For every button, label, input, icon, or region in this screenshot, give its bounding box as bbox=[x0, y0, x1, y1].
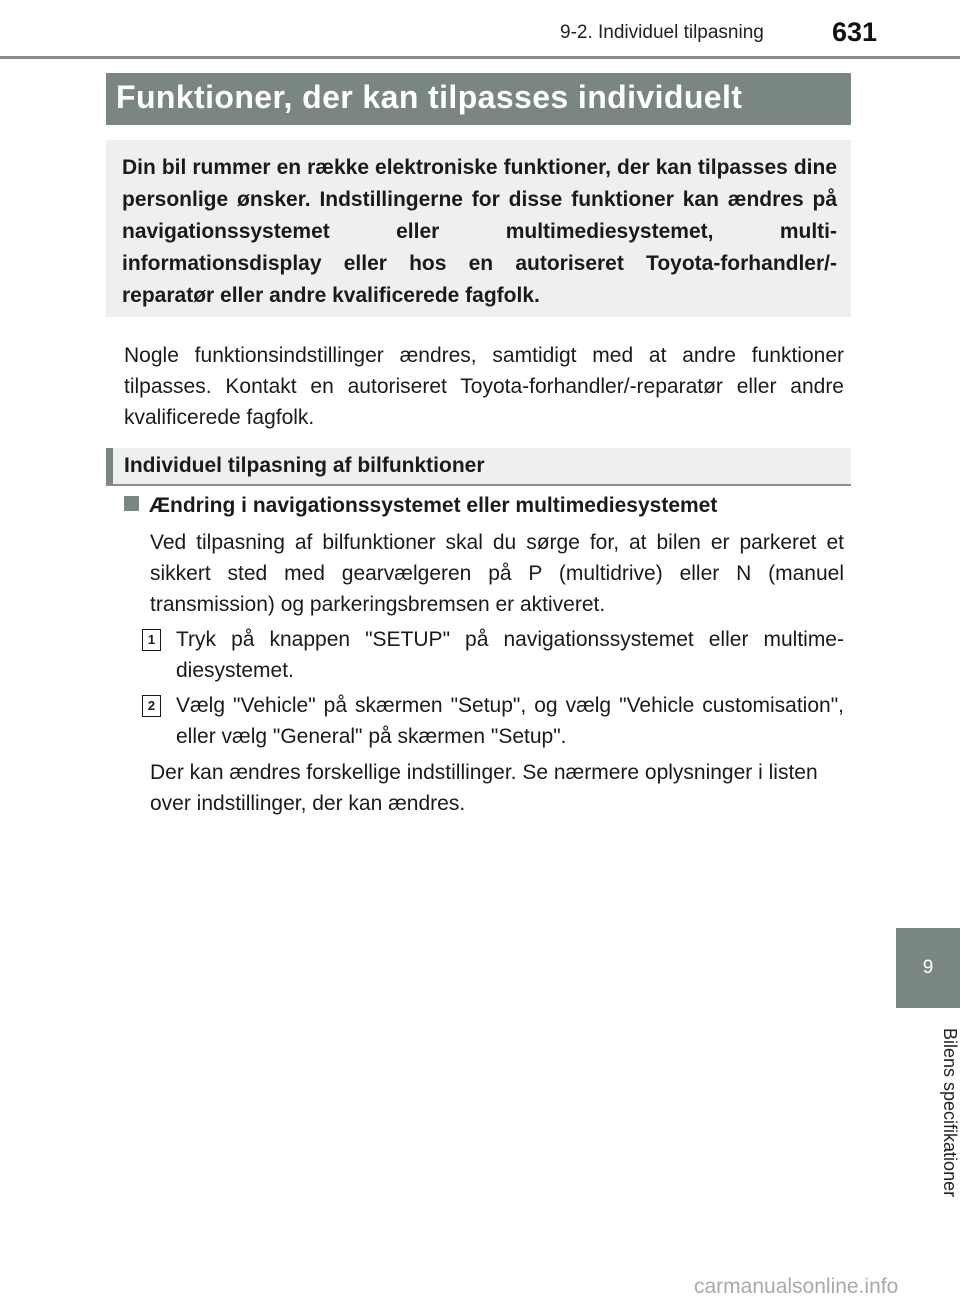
closing-paragraph: Der kan ændres forskellige indstillinger. Se nærmere oplysninger i listen over indstillinger, der kan ændres. bbox=[150, 761, 818, 815]
body-paragraph: Nogle funktionsindstillinger ændres, samtidigt med at andre funktioner tilpasses. Kontakt en autoriseret Toyota-forhandler/-reparatør eller andre kvalificerede fagfolk. bbox=[124, 344, 844, 429]
subsection-heading-text: Ændring i navigationssystemet eller multimediesystemet bbox=[149, 494, 718, 517]
page-number: 631 bbox=[832, 17, 878, 47]
section-accent bbox=[106, 448, 113, 484]
subsection-heading bbox=[124, 494, 717, 518]
page-title-bar bbox=[106, 73, 851, 125]
section-heading: Individuel tilpasning af bilfunktioner bbox=[124, 454, 485, 477]
running-header-section: 9-2. Individuel tilpasning bbox=[560, 22, 764, 43]
watermark: carmanualsonline.info bbox=[694, 1275, 899, 1298]
intro-text: Din bil rummer en række elektroniske funktioner, der kan tilpasses dine personlige ønsker. Indstillingerne for disse funktioner kan ændres på navigationssystemet eller multimediesystemet, multi-informationsdisplay eller hos en autoriseret Toyota-forhandler/-reparatør eller andre kvalificerede fagfolk. bbox=[122, 156, 837, 307]
chapter-number: 9 bbox=[922, 957, 934, 978]
chapter-tab bbox=[896, 928, 960, 1008]
step-text: Tryk på knappen "SETUP" på navigationssystemet eller multimediesystemet. bbox=[176, 628, 844, 682]
step-text: Vælg "Vehicle" på skærmen "Setup", og vælg "Vehicle customisation", eller vælg "General" på skærmen "Setup". bbox=[176, 694, 844, 748]
section-heading-bar bbox=[106, 448, 851, 486]
chapter-title: Bilens specifikationer bbox=[940, 1028, 960, 1198]
intro-box bbox=[106, 140, 851, 317]
step-number-badge: 1 bbox=[142, 629, 161, 651]
step-number-badge: 2 bbox=[142, 695, 161, 717]
square-bullet-icon bbox=[124, 496, 139, 511]
header-rule bbox=[0, 56, 960, 59]
page-title: Funktioner, der kan tilpasses individuelt bbox=[116, 79, 743, 115]
instructions-paragraph: Ved tilpasning af bilfunktioner skal du sørge for, at bilen er parkeret et sikkert sted med gearvælgeren på P (multidrive) eller N (manuel transmission) og parkeringsbremsen er aktiveret. bbox=[150, 531, 844, 616]
